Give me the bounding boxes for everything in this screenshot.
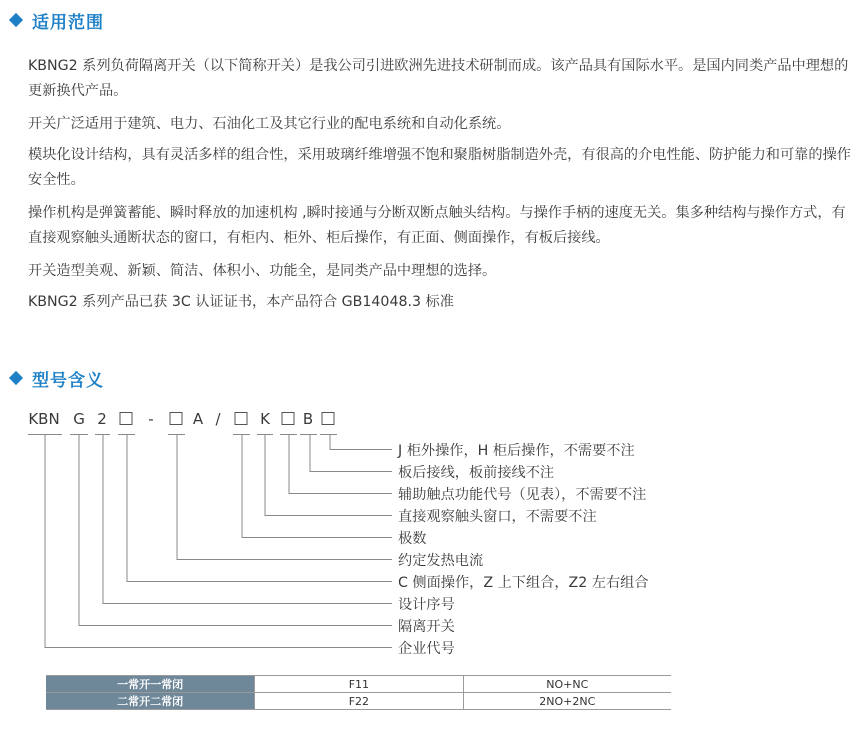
meaning-design-no: 设计序号	[398, 596, 455, 613]
row-header: 一常开一常闭	[46, 676, 255, 693]
code-char-design-no: 2	[97, 410, 107, 428]
meaning-current: 约定发热电流	[398, 552, 484, 569]
meaning-handle-operation: J 柜外操作，H 柜后操作，不需要不注	[398, 442, 635, 459]
paragraph-mechanism: 操作机构是弹簧蓄能、瞬时释放的加速机构 ,瞬时接通与分断双断点触头结构。与操作手柄的速度无关。集多种结构与操作方式，有直接观察触头通断状态的窗口，有柜内、柜外、柜后操作，有正面、侧面操作，有板后接线。	[28, 205, 846, 246]
code-char-enterprise: KBN	[28, 410, 60, 428]
meaning-isolator: 隔离开关	[398, 618, 455, 635]
meaning-aux-contact: 辅助触点功能代号（见表），不需要不注	[398, 486, 647, 503]
meaning-enterprise: 企业代号	[398, 640, 455, 657]
table-row	[46, 676, 671, 693]
code-char-a: A	[192, 410, 204, 428]
code-char-k: K	[260, 410, 270, 428]
row-header: 二常开二常闭	[46, 693, 255, 710]
meaning-operation-type: C 侧面操作，Z 上下组合，Z2 左右组合	[398, 574, 649, 591]
code-char-slash: /	[215, 410, 221, 428]
paragraph-certification: KBNG2 系列产品已获 3C 认证证书，本产品符合 GB14048.3 标准	[28, 294, 454, 310]
code-char-dash: -	[148, 410, 154, 428]
paragraph-appearance: 开关造型美观、新颖、简洁、体积小、功能全，是同类产品中理想的选择。	[28, 263, 497, 279]
table-cell-contacts: 2NO+2NC	[463, 693, 671, 710]
paragraph-application: 开关广泛适用于建筑、电力、石油化工及其它行业的配电系统和自动化系统。	[28, 116, 511, 132]
meaning-wiring: 板后接线，板前接线不注	[398, 464, 555, 481]
meaning-window: 直接观察触头窗口，不需要不注	[398, 508, 597, 525]
section-title: 型号含义	[32, 370, 104, 391]
code-char-b: B	[302, 410, 314, 428]
meaning-poles: 极数	[398, 530, 427, 547]
aux-contact-table	[46, 675, 671, 710]
paragraph-structure: 模块化设计结构，具有灵活多样的组合性，采用玻璃纤维增强不饱和聚脂树脂制造外壳，有很高的介电性能、防护能力和可靠的操作安全性。	[28, 147, 851, 188]
table-cell-contacts: NO+NC	[463, 676, 671, 693]
table-cell-code: F11	[255, 676, 463, 693]
table-cell-code: F22	[255, 693, 463, 710]
table-row	[46, 693, 671, 710]
code-char-isolator: G	[73, 410, 85, 428]
section-title: 适用范围	[32, 12, 104, 33]
paragraph-intro: KBNG2 系列负荷隔离开关（以下简称开关）是我公司引进欧洲先进技术研制而成。该产品具有国际水平。是国内同类产品中理想的更新换代产品。	[28, 58, 849, 99]
